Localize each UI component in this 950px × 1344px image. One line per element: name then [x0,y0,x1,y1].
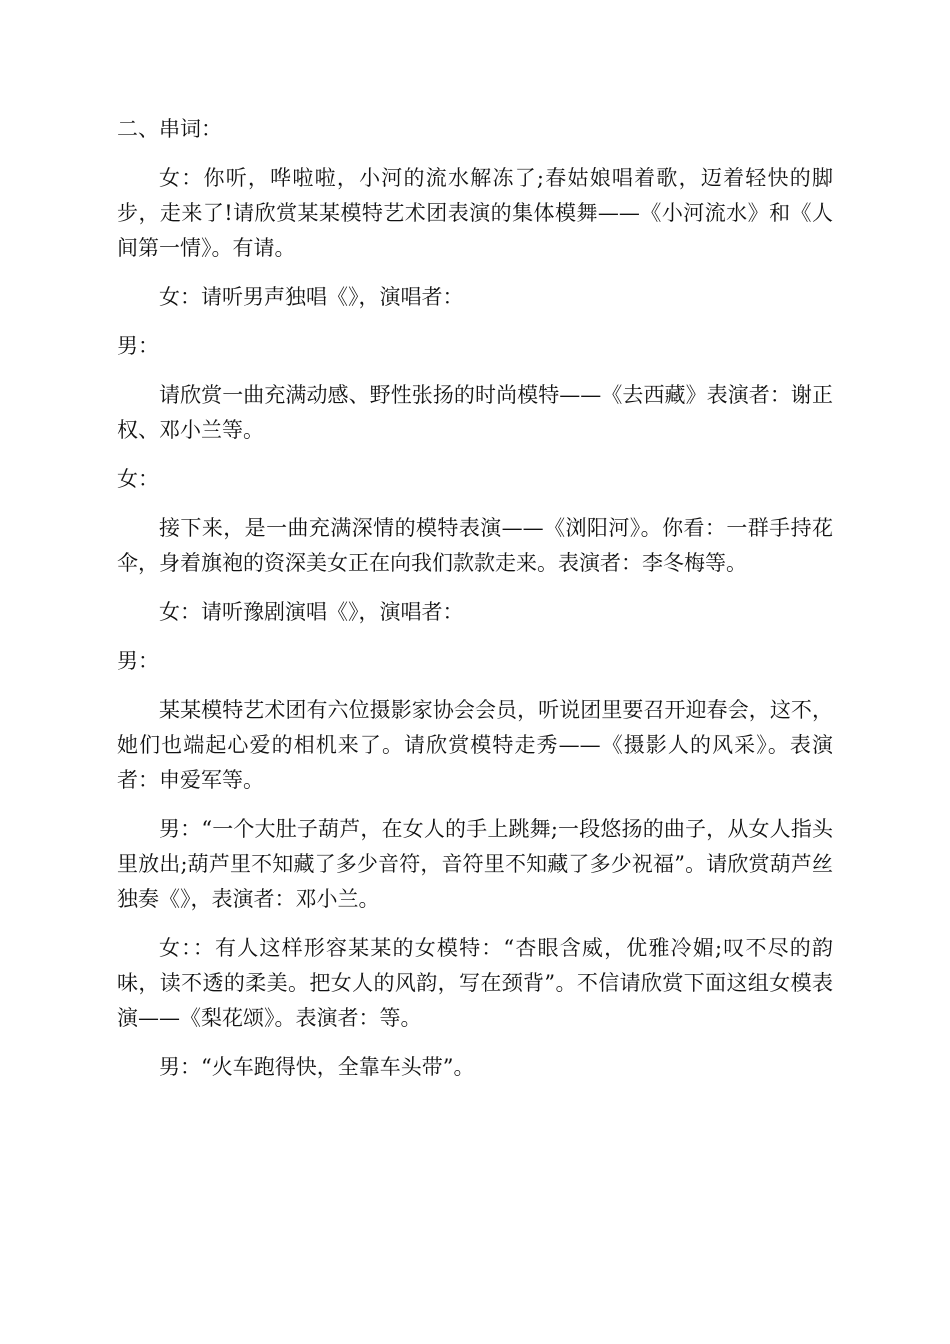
paragraph: 某某模特艺术团有六位摄影家协会会员，听说团里要召开迎春会，这不，她们也端起心爱的相机来了。请欣赏模特走秀——《摄影人的风采》。表演者：申爱军等。 [117,698,833,792]
speaker-label: 男： [117,334,159,358]
paragraph: 女：：有人这样形容某某的女模特：“杏眼含威，优雅冷媚;叹不尽的韵味，读不透的柔美。把女人的风韵，写在颈背”。不信请欣赏下面这组女模表演——《梨花颂》。表演者：等。 [117,936,833,1030]
section-heading: 二、串词： [117,117,222,141]
paragraph: 女：你听，哗啦啦，小河的流水解冻了;春姑娘唱着歌，迈着轻快的脚步，走来了!请欣赏某某模特艺术团表演的集体模舞——《小河流水》和《人间第一情》。有请。 [117,166,833,260]
speaker-label: 男： [117,649,159,673]
paragraph: 接下来，是一曲充满深情的模特表演——《浏阳河》。你看：一群手持花伞，身着旗袍的资深美女正在向我们款款走来。表演者：李冬梅等。 [117,516,833,575]
speaker-label: 女： [117,467,159,491]
paragraph: 女：请听豫剧演唱《》，演唱者： [159,600,464,624]
document-page [117,112,833,1099]
paragraph: 男：“一个大肚子葫芦，在女人的手上跳舞;一段悠扬的曲子，从女人指头里放出;葫芦里不知藏了多少音符，音符里不知藏了多少祝福”。请欣赏葫芦丝独奏《》，表演者：邓小兰。 [117,817,833,911]
paragraph: 女：请听男声独唱《》，演唱者： [159,285,464,309]
paragraph: 请欣赏一曲充满动感、野性张扬的时尚模特——《去西藏》表演者：谢正权、邓小兰等。 [117,383,833,442]
paragraph: 男：“火车跑得快，全靠车头带”。 [159,1055,475,1079]
